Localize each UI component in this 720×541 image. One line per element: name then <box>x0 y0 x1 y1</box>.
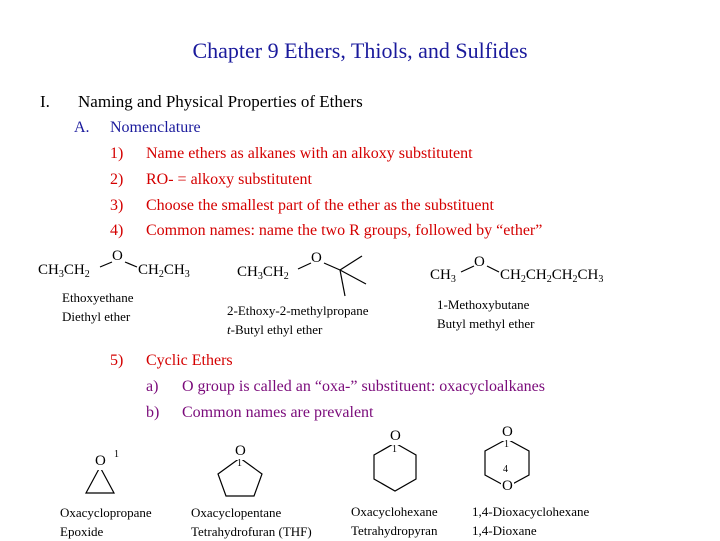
dioxane-position-1: 1 <box>504 439 509 450</box>
methoxybutane-oxygen: O <box>474 254 485 270</box>
dioxane-common-name: 1,4-Dioxane <box>472 523 537 538</box>
dioxane-iupac-name: 1,4-Dioxacyclohexane <box>472 504 590 519</box>
diethyl-ether-oxygen: O <box>112 248 123 264</box>
methoxybutane-iupac-name: 1-Methoxybutane <box>437 297 530 312</box>
subsection-heading: Nomenclature <box>110 119 201 136</box>
diethyl-ether-right-group: $CH_2CH_3$ <box>138 262 190 280</box>
section-number: I. <box>40 92 50 111</box>
diethyl-ether-left-group: $CH_3CH_2$ <box>38 262 90 280</box>
sub-item-number: b) <box>146 404 160 421</box>
methoxybutane-common-name: Butyl methyl ether <box>437 316 535 331</box>
page-title: Chapter 9 Ethers, Thiols, and Sulfides <box>192 38 528 63</box>
pyran-iupac-name: Oxacyclohexane <box>351 504 438 519</box>
methoxybutane-left-group: $CH_3$ <box>430 267 456 285</box>
section-heading: Naming and Physical Properties of Ethers <box>78 92 363 111</box>
rule-text: Common names: name the two R groups, followed by “ether” <box>146 222 543 239</box>
rule-number: 2) <box>110 171 124 188</box>
pyran-common-name: Tetrahydropyran <box>351 523 438 538</box>
diethyl-ether-iupac-name: Ethoxyethane <box>62 290 134 305</box>
rule-number: 1) <box>110 145 124 162</box>
epoxide-common-name: Epoxide <box>60 524 104 539</box>
methoxybutane-right-group: $CH_2CH_2CH_2CH_3$ <box>500 267 604 285</box>
dioxane-bottom-oxygen: O <box>502 478 513 494</box>
rule-text: Cyclic Ethers <box>146 352 233 369</box>
sub-item-text: Common names are prevalent <box>182 404 374 421</box>
rule-number: 5) <box>110 352 124 369</box>
epoxide-oxygen: O <box>95 453 106 469</box>
thf-common-name: Tetrahydrofuran (THF) <box>191 524 312 539</box>
rule-text: Choose the smallest part of the ether as the substituent <box>146 197 494 214</box>
sub-item-number: a) <box>146 378 159 395</box>
dioxane-top-oxygen: O <box>502 424 513 440</box>
thf-position-number: 1 <box>237 458 242 469</box>
rule-number: 3) <box>110 197 124 214</box>
tbutyl-ether-common-name: t-Butyl ethyl ether <box>227 322 323 337</box>
pyran-oxygen: O <box>390 428 401 444</box>
dioxane-position-4: 4 <box>503 464 508 475</box>
pyran-position-number: 1 <box>392 444 397 455</box>
subsection-number: A. <box>74 119 90 136</box>
epoxide-iupac-name: Oxacyclopropane <box>60 505 152 520</box>
thf-iupac-name: Oxacyclopentane <box>191 505 282 520</box>
sub-item-text: O group is called an “oxa-” substituent: oxacycloalkanes <box>182 378 545 395</box>
tbutyl-ether-iupac-name: 2-Ethoxy-2-methylpropane <box>227 303 369 318</box>
rule-text: Name ethers as alkanes with an alkoxy substitutent <box>146 145 473 162</box>
tbutyl-ether-left-group: $CH_3CH_2$ <box>237 264 289 282</box>
rule-text: RO- = alkoxy substitutent <box>146 171 312 188</box>
tbutyl-ether-oxygen: O <box>311 250 322 266</box>
rule-number: 4) <box>110 222 124 239</box>
diethyl-ether-common-name: Diethyl ether <box>62 309 131 324</box>
epoxide-position-number: 1 <box>114 449 119 460</box>
thf-oxygen: O <box>235 443 246 459</box>
